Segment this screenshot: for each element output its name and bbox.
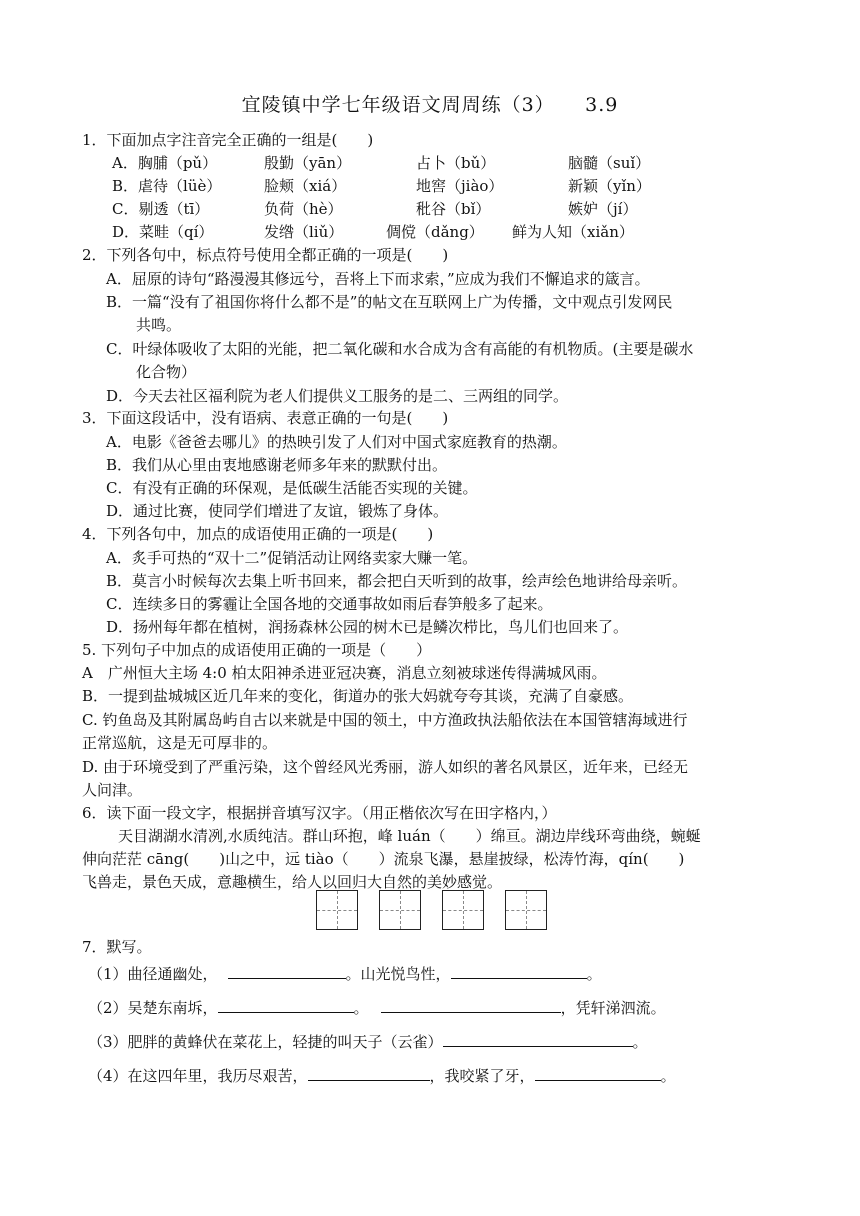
q1-option-d-2: 发绺（liǔ） bbox=[264, 223, 344, 241]
q7-item-4 bbox=[88, 1064, 676, 1086]
question-5-stem: 5. 下列句子中加点的成语使用正确的一项是（ ） bbox=[82, 641, 432, 659]
q1-option-a-3: 占卜（bǔ） bbox=[416, 154, 496, 172]
q7-item-3 bbox=[88, 1030, 648, 1052]
q2-option-d: D．今天去社区福利院为老人们提供义工服务的是二、三两组的同学。 bbox=[106, 387, 569, 405]
q1-option-d-4: 鲜为人知（xiǎn） bbox=[512, 223, 634, 241]
tianzige-box-4[interactable] bbox=[505, 890, 547, 930]
q2-option-b-line1: B．一篇“没有了祖国你将什么都不是”的帖文在互联网上广为传播，文中观点引发网民 bbox=[106, 293, 673, 311]
q4-option-b: B．莫言小时候每次去集上听书回来，都会把白天听到的故事，绘声绘色地讲给母亲听。 bbox=[106, 572, 688, 590]
q7-2-blank-2[interactable] bbox=[381, 996, 561, 1013]
q1-option-b-4: 新颖（yǐn） bbox=[568, 177, 651, 195]
q7-4-blank-2[interactable] bbox=[535, 1064, 661, 1081]
question-6-stem: 6．读下面一段文字，根据拼音填写汉字。（用正楷依次写在田字格内，） bbox=[82, 804, 557, 822]
q7-1-prompt-b: 。山光悦鸟性， bbox=[345, 965, 451, 983]
q7-2-prompt-a: （2）吴楚东南坼， bbox=[88, 999, 218, 1017]
question-1-stem: 1．下面加点字注音完全正确的一组是( ) bbox=[82, 131, 374, 149]
q1-option-b-2: 脸颊（xiá） bbox=[264, 177, 347, 195]
question-4-stem: 4．下列各句中，加点的成语使用正确的一项是( ) bbox=[82, 525, 434, 543]
page-title: 宜陵镇中学七年级语文周周练（3） 3.9 bbox=[241, 94, 619, 116]
question-3-stem: 3．下面这段话中，没有语病、表意正确的一句是( ) bbox=[82, 409, 449, 427]
q4-option-c: C．连续多日的雾霾让全国各地的交通事故如雨后春笋般多了起来。 bbox=[106, 595, 553, 613]
q1-option-d-1: D．菜畦（qí） bbox=[112, 223, 214, 241]
q7-1-blank-2[interactable] bbox=[451, 962, 587, 979]
tianzige-box-3[interactable] bbox=[442, 890, 484, 930]
q7-1-prompt-c: 。 bbox=[586, 965, 602, 983]
q1-option-a-1: A．胸脯（pǔ） bbox=[112, 154, 218, 172]
q5-option-c-line1: C. 钓鱼岛及其附属岛屿自古以来就是中国的领土，中方渔政执法船依法在本国管辖海域进行 bbox=[82, 711, 688, 729]
q7-3-prompt-a: （3）肥胖的黄蜂伏在菜花上，轻捷的叫天子（云雀） bbox=[88, 1033, 443, 1051]
q1-option-c-3: 秕谷（bǐ） bbox=[416, 200, 491, 218]
q7-1-blank-1[interactable] bbox=[228, 962, 346, 979]
q7-4-blank-1[interactable] bbox=[308, 1064, 430, 1081]
q7-3-prompt-b: 。 bbox=[632, 1033, 648, 1051]
q1-option-a-4: 脑髓（suǐ） bbox=[568, 154, 651, 172]
q1-option-b-1: B．虐待（lüè） bbox=[112, 177, 222, 195]
q2-option-c-line1: C．叶绿体吸收了太阳的光能，把二氧化碳和水合成为含有高能的有机物质。(主要是碳水 bbox=[106, 340, 694, 358]
q1-option-c-4: 嫉妒（jí） bbox=[568, 200, 638, 218]
q5-option-d-line2: 人问津。 bbox=[82, 781, 143, 799]
q1-option-c-1: C．剔透（tī） bbox=[112, 200, 210, 218]
q6-passage-line1: 天目湖湖水清冽,水质纯洁。群山环抱，峰 luán（ ）绵亘。湖边岸线环弯曲绕，蜿蜒 bbox=[118, 827, 701, 845]
tianzige-box-1[interactable] bbox=[316, 890, 358, 930]
q5-option-d-line1: D. 由于环境受到了严重污染，这个曾经风光秀丽，游人如织的著名风景区，近年来，已经无 bbox=[82, 758, 689, 776]
q6-passage-line2: 伸向茫茫 cāng( )山之中，远 tiào（ ）流泉飞瀑，悬崖披绿，松涛竹海，qín( ) bbox=[82, 850, 685, 868]
q1-option-d-3: 倜傥（dǎng） bbox=[386, 223, 484, 241]
q7-1-prompt-a: （1）曲径通幽处， bbox=[88, 965, 218, 983]
q5-option-a: A 广州恒大主场 4:0 柏太阳神杀进亚冠决赛，消息立刻被球迷传得满城风雨。 bbox=[82, 664, 607, 682]
q6-passage-line3: 飞兽走，景色天成，意趣横生，给人以回归大自然的美妙感觉。 bbox=[82, 873, 503, 891]
question-7-stem: 7．默写。 bbox=[82, 938, 152, 956]
q7-2-blank-1[interactable] bbox=[218, 996, 354, 1013]
q3-option-b: B．我们从心里由衷地感谢老师多年来的默默付出。 bbox=[106, 456, 448, 474]
q7-4-prompt-a: （4）在这四年里，我历尽艰苦， bbox=[88, 1067, 308, 1085]
tianzige-box-2[interactable] bbox=[379, 890, 421, 930]
tianzige-grid bbox=[316, 890, 547, 930]
q2-option-c-line2: 化合物） bbox=[136, 363, 197, 381]
q1-option-c-2: 负荷（hè） bbox=[264, 200, 343, 218]
q5-option-b: B．一提到盐城城区近几年来的变化，街道办的张大妈就夸夸其谈，充满了自豪感。 bbox=[82, 687, 634, 705]
q2-option-a: A．屈原的诗句“路漫漫其修远兮，吾将上下而求索，”应成为我们不懈追求的箴言。 bbox=[106, 270, 650, 288]
q1-option-b-3: 地窖（jiào） bbox=[416, 177, 504, 195]
q2-option-b-line2: 共鸣。 bbox=[136, 316, 182, 334]
q4-option-a: A．炙手可热的“双十二”促销活动让网络卖家大赚一笔。 bbox=[106, 549, 478, 567]
q1-option-a-2: 殷勤（yān） bbox=[264, 154, 352, 172]
q7-item-2 bbox=[88, 996, 666, 1018]
question-2-stem: 2．下列各句中，标点符号使用全都正确的一项是( ) bbox=[82, 246, 449, 264]
q7-4-prompt-b: ，我咬紧了牙， bbox=[429, 1067, 535, 1085]
q4-option-d: D．扬州每年都在植树，润扬森林公园的树木已是鳞次栉比，鸟儿们也回来了。 bbox=[106, 618, 629, 636]
q3-option-d: D．通过比赛，使同学们增进了友谊，锻炼了身体。 bbox=[106, 502, 449, 520]
q7-2-prompt-c: ，凭轩涕泗流。 bbox=[560, 999, 666, 1017]
q3-option-a: A．电影《爸爸去哪儿》的热映引发了人们对中国式家庭教育的热潮。 bbox=[106, 433, 567, 451]
q7-3-blank-1[interactable] bbox=[443, 1030, 633, 1047]
q3-option-c: C．有没有正确的环保观，是低碳生活能否实现的关键。 bbox=[106, 479, 478, 497]
q5-option-c-line2: 正常巡航，这是无可厚非的。 bbox=[82, 734, 278, 752]
q7-item-1 bbox=[88, 962, 602, 984]
q7-4-prompt-c: 。 bbox=[660, 1067, 676, 1085]
q7-2-prompt-b: 。 bbox=[353, 999, 369, 1017]
